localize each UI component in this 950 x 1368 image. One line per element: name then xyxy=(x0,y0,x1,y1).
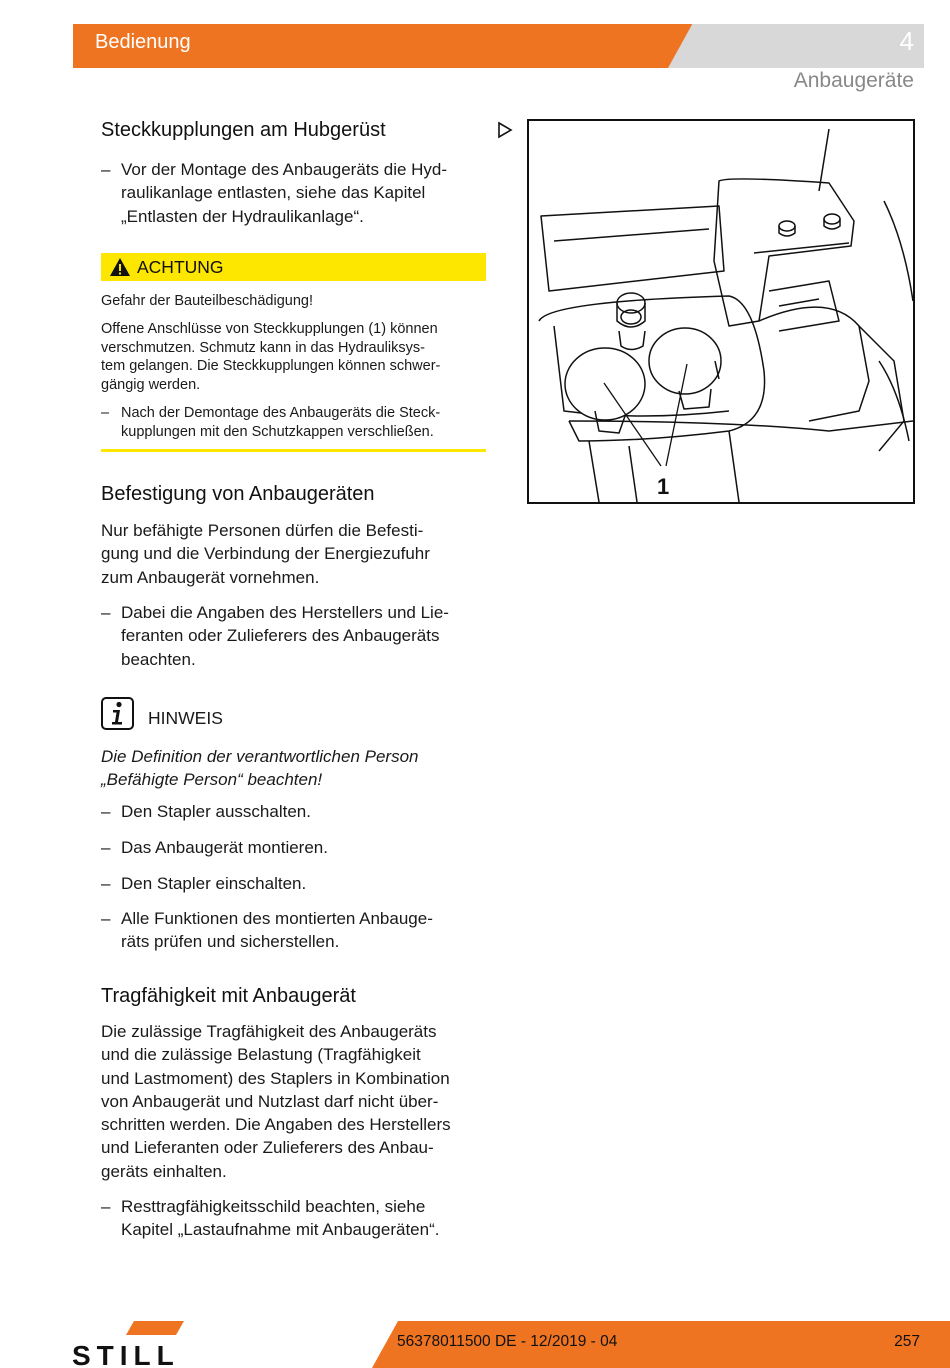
list-item: – Vor der Montage des Anbaugeräts die Hyd- raulikanlage entlasten, siehe das Kapitel „Entlasten der Hydraulikanlage“. xyxy=(101,160,448,226)
heading-tragfaehigkeit: Tragfähigkeit mit Anbaugerät xyxy=(101,985,356,1007)
coupling-illustration xyxy=(527,119,915,504)
heading-steckkupplungen: Steckkupplungen am Hubgerüst xyxy=(101,119,386,141)
warning-bar xyxy=(101,253,486,281)
list-item: – Den Stapler ausschalten. xyxy=(101,802,311,821)
list-item: – Resttragfähigkeitsschild beachten, siehe Kapitel „Lastaufnahme mit Anbaugeräten“. xyxy=(101,1197,440,1240)
tragfaehigkeit-paragraph: Die zulässige Tragfähigkeit des Anbaugeräts und die zulässige Belastung (Tragfähigkeit und Lastmoment) des Staplers in Kombination von Anbaugerät und Nutzlast darf nicht über- schritten werden. Die Angaben des Herstellers und Lieferanten oder Zulieferers des Anbau- geräts einhalten. xyxy=(101,1022,451,1181)
list-item: – Das Anbaugerät montieren. xyxy=(101,838,328,857)
page-number: 257 xyxy=(894,1333,920,1350)
warning-headline: Gefahr der Bauteilbeschädigung! xyxy=(101,293,314,309)
header-gray-tab xyxy=(668,24,924,68)
list-item: – Alle Funktionen des montierten Anbauge- räts prüfen und sicherstellen. xyxy=(101,909,433,952)
subsection-title: Anbaugeräte xyxy=(793,69,914,92)
befestigung-paragraph: Nur befähigte Personen dürfen die Befesti- gung und die Verbindung der Energiezufuhr zum Anbaugerät vornehmen. xyxy=(101,521,430,587)
list-item: – Nach der Demontage des Anbaugeräts die Steck- kupplungen mit den Schutzkappen verschließen. xyxy=(101,405,441,440)
coupling-drawing xyxy=(529,121,913,502)
list-item: – Dabei die Angaben des Herstellers und Lie- feranten oder Zulieferers des Anbaugeräts beachten. xyxy=(101,603,449,669)
section-title: Bedienung xyxy=(95,31,191,53)
note-label: HINWEIS xyxy=(148,708,223,728)
still-logo xyxy=(72,1321,232,1367)
play-arrow-icon xyxy=(497,121,513,139)
callout-label: 1 xyxy=(657,474,670,499)
document-code: 56378011500 DE - 12/2019 - 04 xyxy=(397,1333,618,1350)
info-icon xyxy=(101,697,134,730)
warning-text: Offene Anschlüsse von Steckkupplungen (1) können verschmutzen. Schmutz kann in das Hydrauliksys- tem gelangen. Die Steckkupplungen können schwer- gängig werden. xyxy=(101,321,441,393)
warning-divider xyxy=(101,449,486,452)
note-text: Die Definition der verantwortlichen Person „Befähigte Person“ beachten! xyxy=(101,747,419,790)
warning-triangle-icon xyxy=(109,257,131,277)
warning-label: ACHTUNG xyxy=(137,257,224,277)
chapter-number: 4 xyxy=(899,26,914,56)
svg-text:STILL: STILL xyxy=(72,1340,180,1367)
heading-befestigung: Befestigung von Anbaugeräten xyxy=(101,483,375,505)
list-item: – Den Stapler einschalten. xyxy=(101,874,307,893)
